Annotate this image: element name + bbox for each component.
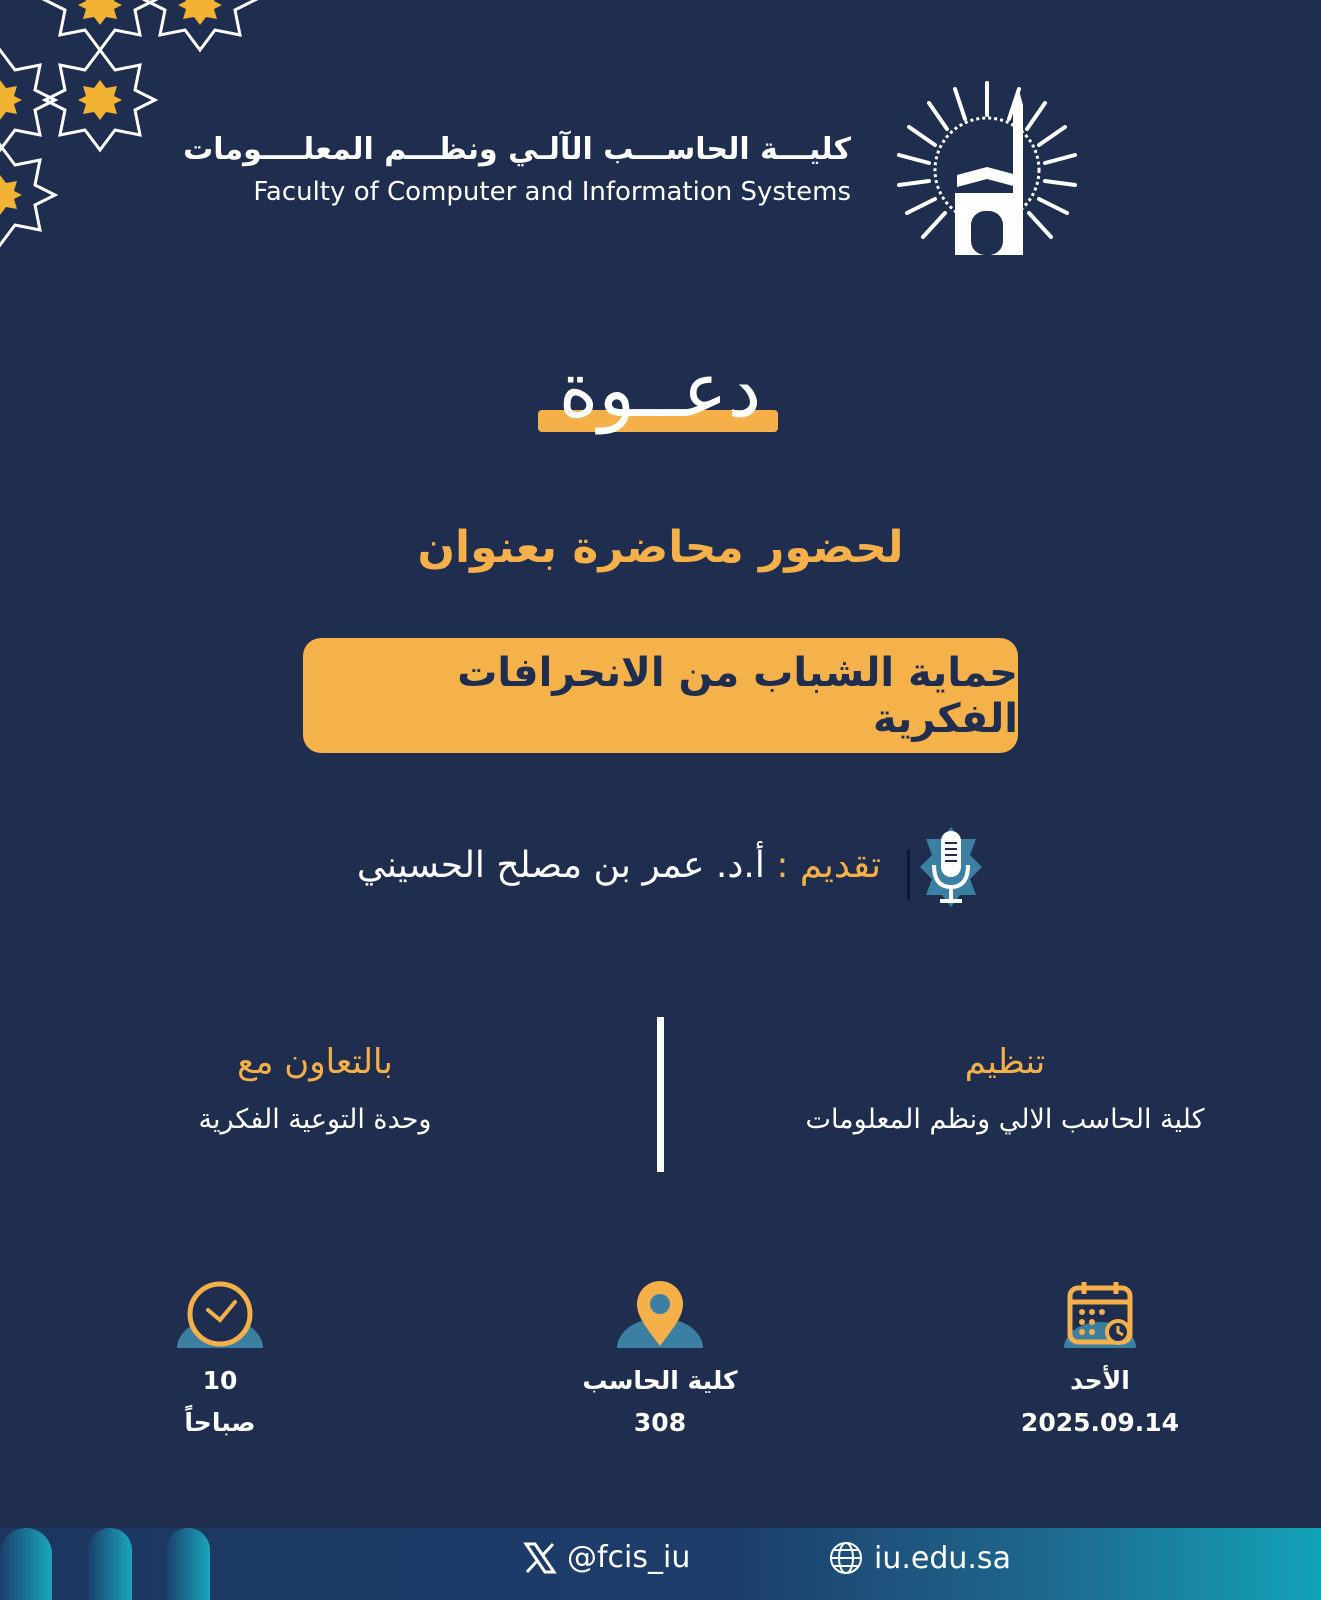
day-label: الأحد	[1070, 1366, 1130, 1395]
time-info	[100, 1280, 340, 1444]
footer-stripe	[166, 1528, 210, 1600]
footer-stripe	[0, 1528, 52, 1600]
website-link[interactable]	[828, 1540, 1011, 1576]
lecture-intro: لحضور محاضرة بعنوان	[417, 522, 904, 573]
period-label: صباحاً	[184, 1408, 256, 1437]
invitation-word: دعــوة	[558, 345, 762, 434]
partner-heading: بالتعاون مع	[237, 1042, 393, 1082]
presenter-divider	[907, 850, 910, 900]
faculty-name-english: Faculty of Computer and Information Systems	[253, 177, 851, 207]
university-logo	[895, 75, 1080, 260]
presenter-name: أ.د. عمر بن مصلح الحسيني	[356, 845, 765, 886]
organizer-heading: تنظيم	[964, 1042, 1046, 1082]
clock-icon	[175, 1280, 265, 1350]
organizer-block	[760, 1042, 1250, 1135]
lecture-title: حماية الشباب من الانحرافات الفكرية	[457, 649, 1018, 742]
date-label: 2025.09.14	[1020, 1408, 1180, 1437]
organization-divider	[657, 1017, 664, 1172]
lecture-title-box	[303, 638, 1018, 753]
location-pin-icon	[615, 1280, 705, 1350]
star-pattern-decoration	[0, 0, 260, 250]
faculty-header	[183, 132, 851, 207]
time-label: 10	[202, 1366, 238, 1395]
footer-bar	[0, 1528, 1321, 1600]
partner-block	[150, 1042, 480, 1135]
presenter-line	[357, 845, 881, 886]
place-label: كلية الحاسب	[582, 1366, 738, 1395]
calendar-icon	[1060, 1280, 1140, 1350]
organizer-name: كلية الحاسب الالي ونظم المعلومات	[805, 1104, 1205, 1135]
microphone-icon	[920, 825, 982, 910]
partner-name: وحدة التوعية الفكرية	[198, 1104, 432, 1135]
date-info	[980, 1280, 1220, 1444]
footer-stripe	[88, 1528, 132, 1600]
x-account-link[interactable]	[523, 1540, 690, 1575]
x-logo-icon	[523, 1541, 557, 1575]
room-label: 308	[633, 1408, 687, 1437]
globe-icon	[828, 1540, 864, 1576]
x-handle: @fcis_iu	[567, 1540, 691, 1575]
faculty-name-arabic: كليـــة الحاســـب الآلـي ونظـــم المعلــــومات	[183, 132, 851, 167]
invitation-word-calligraphy	[530, 340, 790, 450]
location-info	[540, 1280, 780, 1444]
website-url: iu.edu.sa	[874, 1540, 1011, 1576]
presenter-label: تقديم :	[776, 845, 881, 886]
